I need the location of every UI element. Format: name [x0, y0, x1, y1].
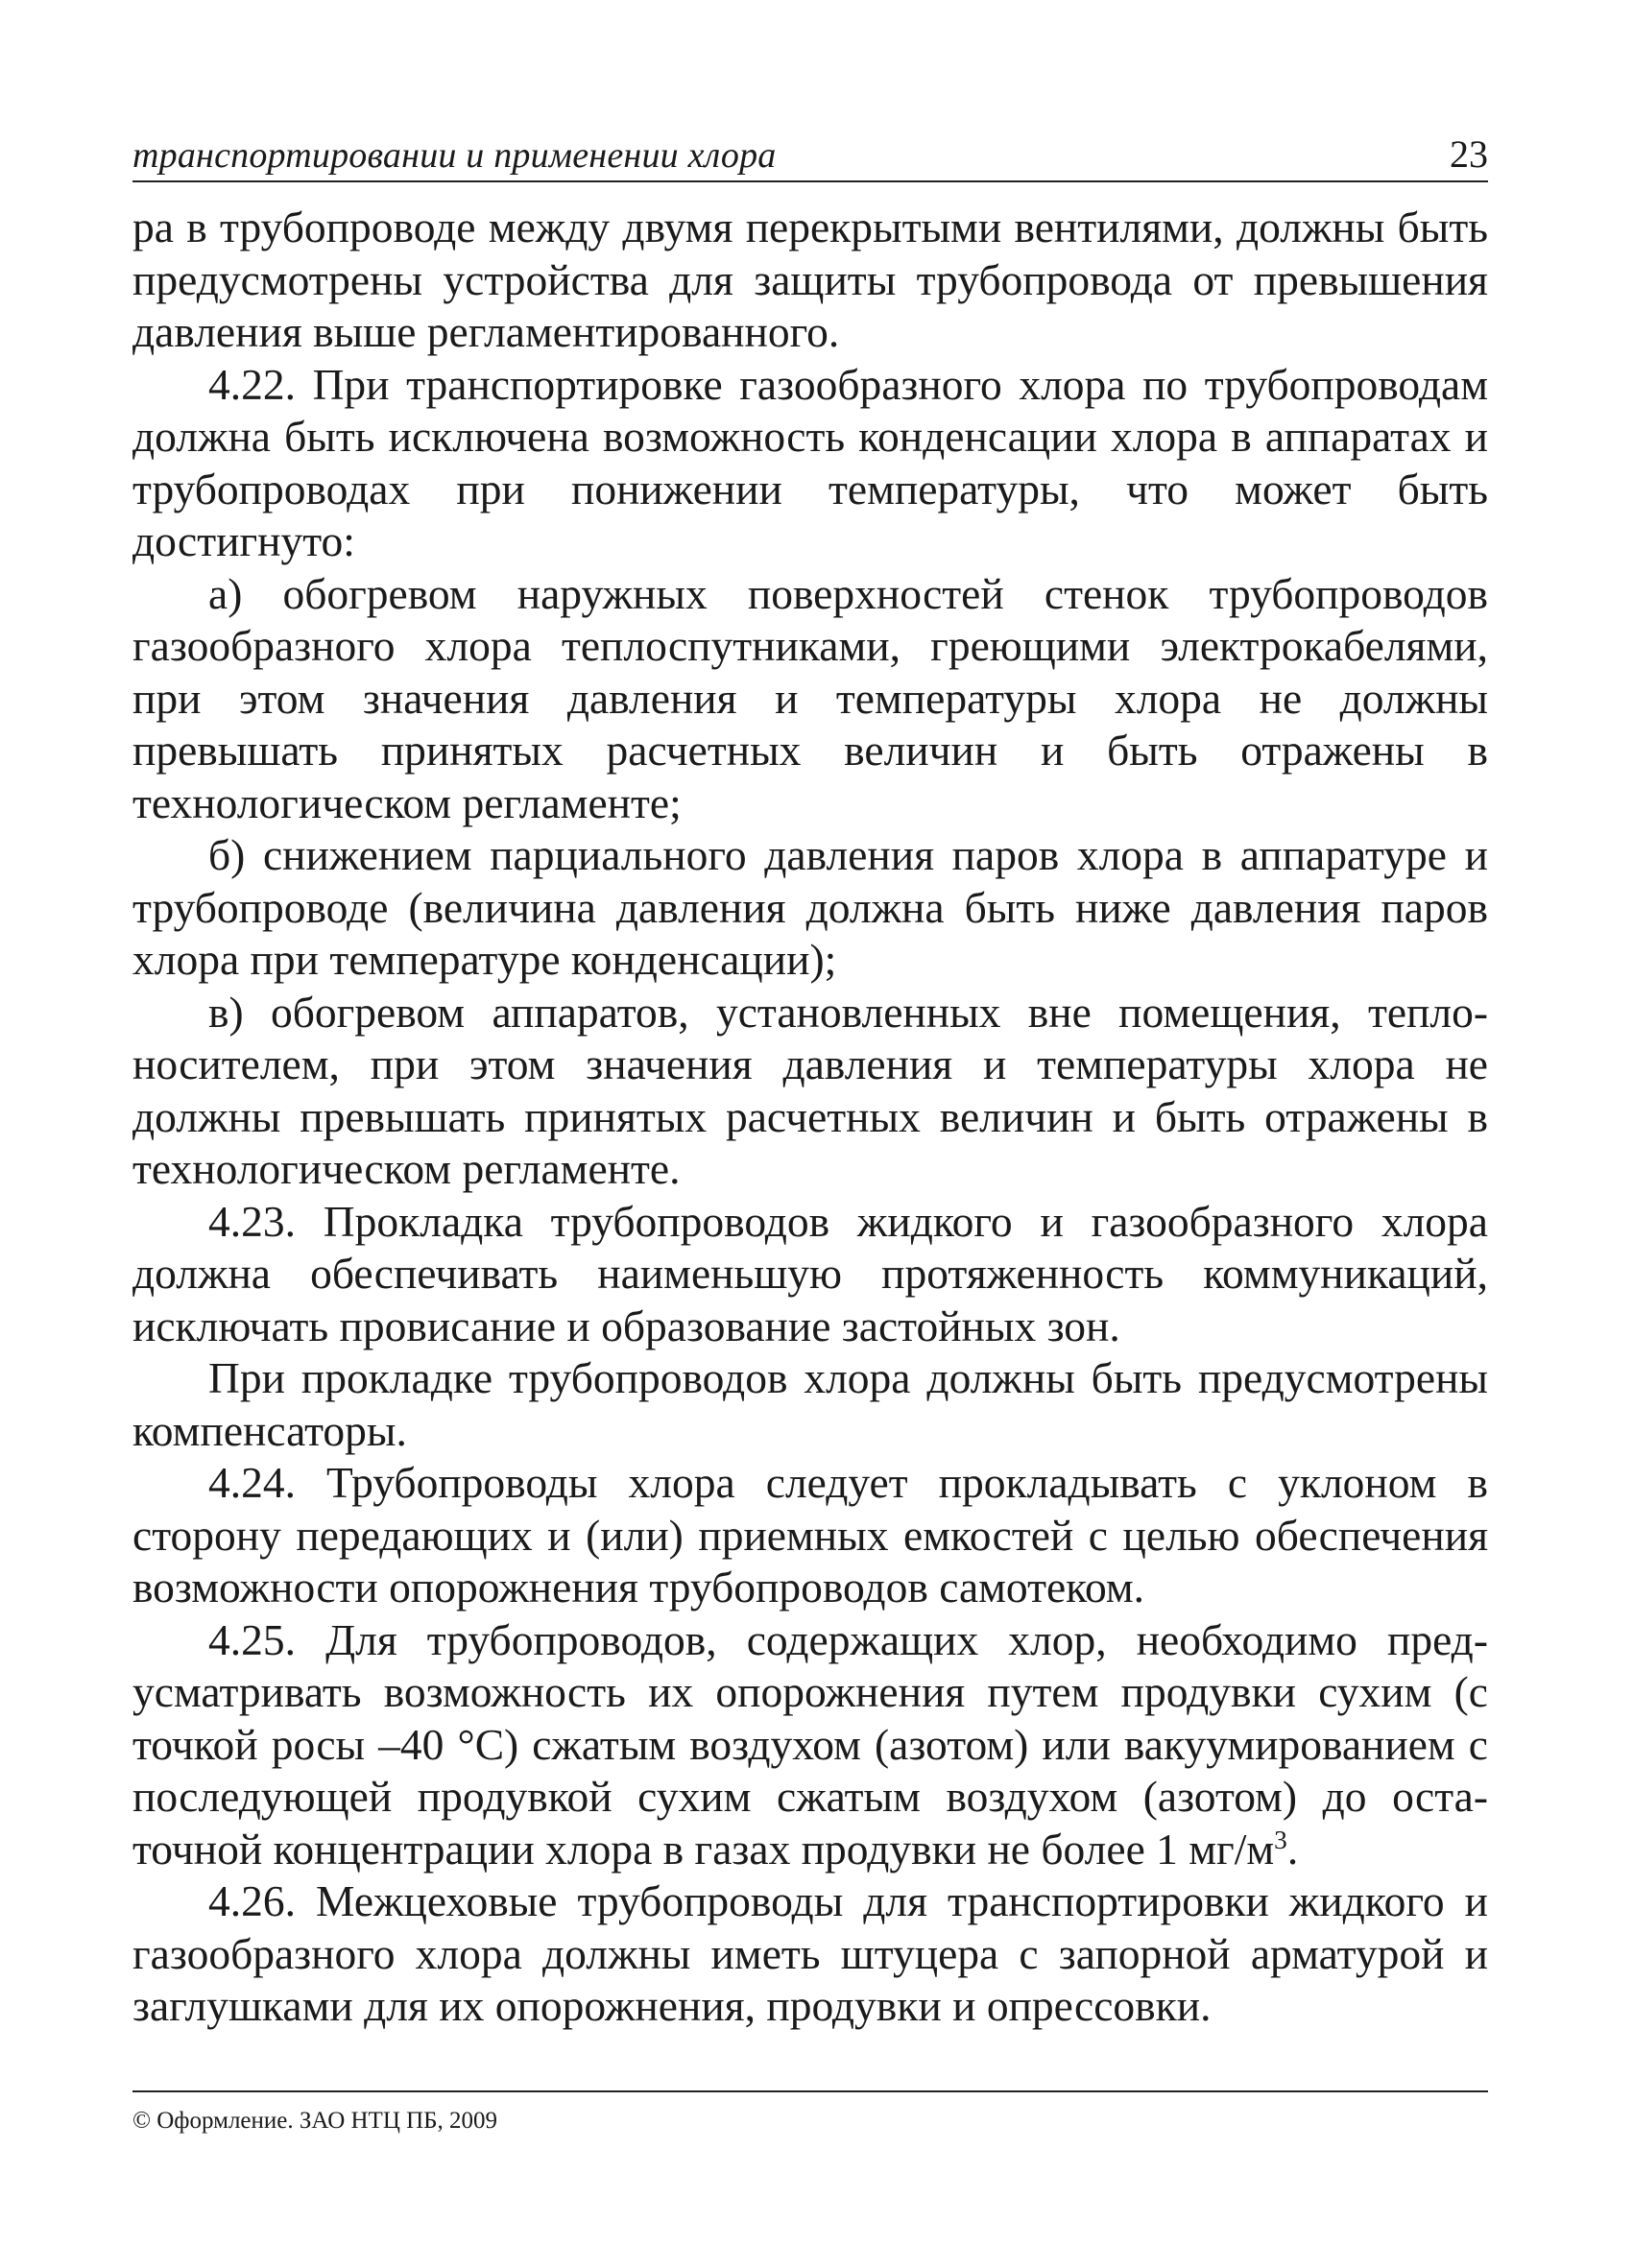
list-item-b: б) снижением парциального давления паров хлора в аппаратуре и трубопроводе (величина давления должна быть ниже давления паров хлора при температуре конденсации); [132, 830, 1488, 984]
header-title: транспортировании и применении хлора [132, 135, 777, 176]
copyright-notice: © Оформление. ЗАО НТЦ ПБ, 2009 [132, 2108, 498, 2134]
paragraph-4-26: 4.26. Межцеховые трубопроводы для транспортировки жидкого и газообразного хлора должны иметь штуцера с запорной арматурой и заглушками для их опорожнения, продувки и опрессовки. [132, 1876, 1488, 2030]
paragraph-compensators: При прокладке трубопроводов хлора должны быть предусмотрены компенсаторы. [132, 1353, 1488, 1455]
page-footer [132, 2090, 1488, 2135]
paragraph-4-22: 4.22. При транспортировке газообразного хлора по трубопроводам должна быть исключена возможность конденсации хлора в аппаратах и трубопроводах при понижении температуры, что может быть достигнуто: [132, 359, 1488, 565]
paragraph-continuation: ра в трубопроводе между двумя перекрытыми вентилями, должны быть предусмотрены устройства для защиты трубопровода от превышения давления выше регламентированного. [132, 203, 1488, 356]
running-header [132, 123, 1488, 182]
list-item-a: а) обогревом наружных поверхностей стенок трубопроводов газообразного хлора теплоспутниками, греющими электрокабелями, при этом значения давления и температуры хлора не должны превышать принятых расчетных величин и быть отражены в технологическом регламенте; [132, 568, 1488, 827]
paragraph-4-25-tail: . [1286, 1824, 1299, 1874]
paragraph-4-24: 4.24. Трубопроводы хлора следует прокладывать с уклоном в сторону передающих и (или) приемных емкостей с целью обеспечения возможности опорожнения трубопроводов самотеком. [132, 1458, 1488, 1611]
list-item-v: в) обогревом аппаратов, установленных вне помещения, теплоносителем, при этом значения давления и температуры хлора не должны превышать принятых расчетных величин и быть отражены в технологическом регламенте. [132, 987, 1488, 1193]
page-number: 23 [1450, 132, 1488, 176]
body-text [132, 202, 1488, 2033]
paragraph-4-25-text: 4.25. Для трубопроводов, содержащих хлор, необходимо предусматривать возможность их опорожнения путем продувки сухим (с точкой росы –40 °С) сжатым воздухом (азотом) или вакуумированием с последующей продувкой сухим сжатым воздухом (азотом) до остаточной концентрации хлора в газах продувки не более 1 мг/м [132, 1614, 1488, 1874]
paragraph-4-23: 4.23. Прокладка трубопроводов жидкого и газообразного хлора должна обеспечивать наименьшую протяженность коммуникаций, исключать провисание и образование застойных зон. [132, 1196, 1488, 1350]
cubic-superscript: 3 [1274, 1825, 1287, 1854]
paragraph-4-25 [132, 1614, 1488, 1876]
